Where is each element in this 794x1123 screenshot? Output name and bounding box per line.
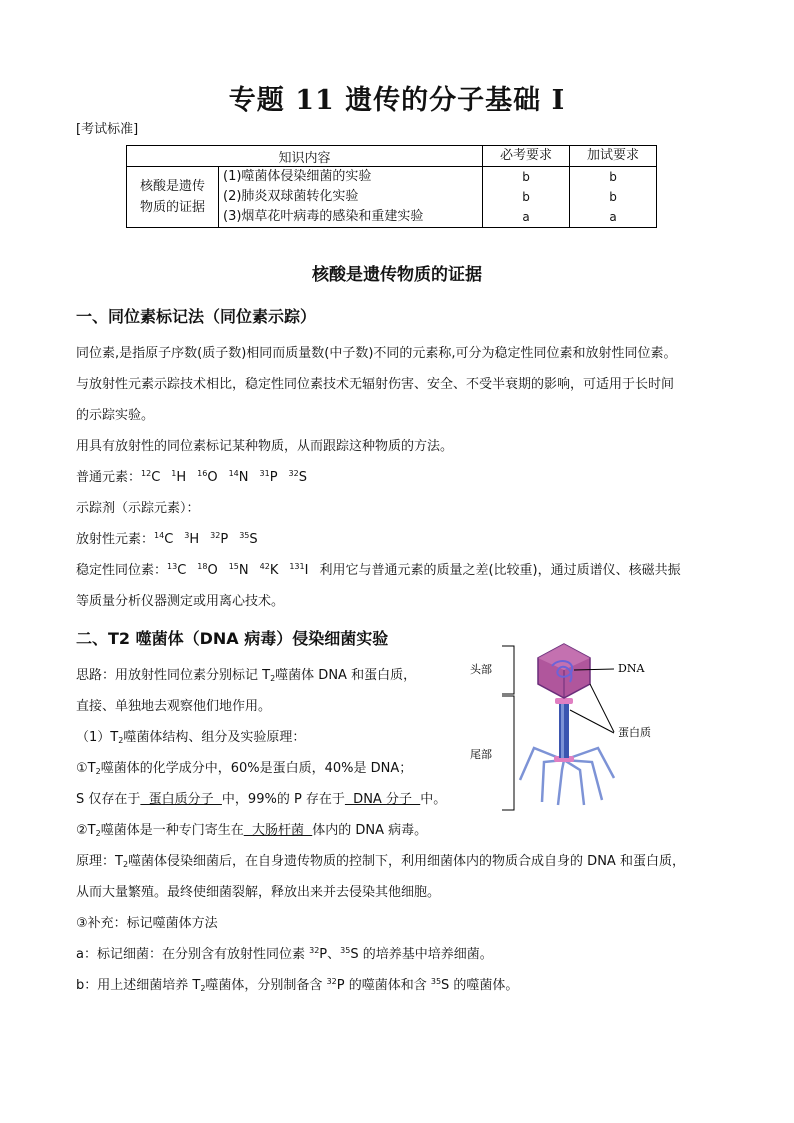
phage-composition	[76, 757, 412, 776]
text-span: a：标记细菌：在分别含有放射性同位素	[76, 947, 310, 962]
heading-isotope: 一、同位素标记法（同位素示踪）	[76, 307, 317, 326]
text-span: b：用上述细菌培养 T	[76, 978, 201, 993]
mass-number: 12	[141, 469, 152, 478]
row3-required: a	[483, 207, 570, 228]
head-bracket	[502, 646, 514, 694]
table-row	[127, 167, 657, 188]
mass-number: 14	[154, 531, 165, 540]
mass-number: 3	[184, 531, 190, 540]
text-span: 噬菌体的化学成分中，60%是蛋白质，40%是 DNA；	[100, 761, 413, 776]
row1-extra: b	[570, 167, 657, 188]
isotope-compare-2: 的示踪实验。	[76, 408, 155, 423]
header-content: 知识内容	[127, 146, 483, 167]
label-bacteria-step	[76, 943, 493, 962]
element-symbol: N	[238, 470, 249, 485]
protein-pointer-head	[590, 684, 614, 732]
mass-number: 1	[171, 469, 177, 478]
topic-line-2: 物质的证据	[139, 200, 205, 215]
row2-content: (2)肺炎双球菌转化实验	[219, 187, 483, 207]
radioactive-element-list	[154, 532, 269, 547]
subscript: 2	[95, 767, 101, 776]
element-symbol: C	[151, 470, 161, 485]
element-symbol: S	[298, 470, 307, 485]
dna-label: DNA	[618, 662, 645, 675]
text-span: 思路：用放射性同位素分别标记 T	[76, 668, 271, 683]
blank-dna: DNA 分子	[344, 792, 421, 807]
phage-item-1	[76, 726, 305, 745]
isotope-symbol	[239, 532, 257, 547]
superscript: 32	[326, 977, 337, 986]
isotope-symbol	[260, 563, 279, 578]
row1-required: b	[483, 167, 570, 188]
subscript: 2	[95, 829, 101, 838]
element-symbol: S	[249, 532, 258, 547]
phage-structure-diagram	[462, 640, 702, 820]
text-span: 中。	[420, 792, 447, 807]
mass-number: 42	[259, 562, 270, 571]
isotope-symbol	[167, 563, 186, 578]
isotope-symbol	[210, 532, 228, 547]
row1-content: (1)噬菌体侵染细菌的实验	[219, 167, 483, 188]
isotope-compare-1: 与放射性元素示踪技术相比，稳定性同位素技术无辐射伤害、安全、不受半衰期的影响，可适用于长时间	[76, 377, 675, 392]
common-element-list	[141, 470, 318, 485]
mass-number: 14	[228, 469, 239, 478]
common-label: 普通元素：	[76, 470, 142, 485]
phage-idea-2: 直接、单独地去观察他们地作用。	[76, 699, 272, 714]
header-required: 必考要求	[483, 146, 570, 167]
mass-number: 32	[210, 531, 221, 540]
stable-text: 利用它与普通元素的质量之差(比较重)，通过质谱仪、核磁共振	[319, 563, 681, 578]
tail-fiber	[520, 748, 564, 780]
subscript: 2	[122, 860, 129, 869]
topic-line-1: 核酸是遗传	[139, 179, 205, 194]
superscript: 35	[430, 977, 442, 986]
text-span: 噬菌体，分别制备含	[205, 978, 327, 993]
text-span: 体内的 DNA 病毒。	[312, 823, 428, 838]
blank-ecoli: 大肠杆菌	[243, 823, 313, 838]
mass-number: 131	[289, 562, 305, 571]
phage-s-p-location	[76, 788, 446, 807]
stable-label: 稳定性同位素：	[76, 563, 168, 578]
mass-number: 32	[288, 469, 299, 478]
text-span: 原理：T	[76, 854, 123, 869]
element-symbol: I	[304, 563, 309, 578]
element-symbol: O	[207, 470, 218, 485]
text-span: 噬菌体侵染细菌后，在自身遗传物质的控制下，利用细菌体内的物质合成自身的 DNA 和蛋白质，	[128, 854, 685, 869]
protein-pointer-tail	[570, 710, 614, 733]
isotope-symbol	[229, 563, 249, 578]
page-title: 专题 11 遗传的分子基础 I	[228, 85, 566, 116]
row2-extra: b	[570, 187, 657, 207]
text-span: 噬菌体 DNA 和蛋白质，	[275, 668, 417, 683]
element-symbol: O	[207, 563, 218, 578]
isotope-symbol	[184, 532, 199, 547]
stable-isotope-list	[167, 563, 319, 578]
blank-protein: 蛋白质分子	[140, 792, 222, 807]
heading-phage: 二、T2 噬菌体（DNA 病毒）侵染细菌实验	[76, 629, 389, 648]
mass-number: 18	[197, 562, 208, 571]
header-extra: 加试要求	[570, 146, 657, 167]
element-symbol: P	[220, 532, 229, 547]
collar	[555, 698, 573, 704]
label-phage-step	[76, 974, 518, 993]
exam-standard-label: [考试标准]	[76, 122, 139, 137]
text-span: 噬菌体是一种专门寄生在	[100, 823, 244, 838]
mass-number: 16	[197, 469, 208, 478]
text-span: P 的噬菌体和含	[336, 978, 431, 993]
isotope-symbol	[229, 470, 249, 485]
phage-host	[76, 819, 427, 838]
isotope-definition: 同位素,是指原子序数(质子数)相同而质量数(中子数)不同的元素称,可分为稳定性同位素和放射性同位素。	[76, 346, 677, 361]
mass-number: 13	[167, 562, 178, 571]
radioactive-elements	[76, 528, 269, 547]
isotope-symbol	[260, 470, 278, 485]
tracer-label: 示踪剂（示踪元素）：	[76, 501, 200, 516]
tail-label: 尾部	[470, 748, 492, 761]
row3-content: (3)烟草花叶病毒的感染和重建实验	[219, 207, 483, 228]
mass-number: 31	[259, 469, 270, 478]
text-span: S 仅存在于	[76, 792, 141, 807]
isotope-symbol	[171, 470, 186, 485]
element-symbol: N	[238, 563, 249, 578]
phage-idea-1	[76, 664, 416, 683]
protein-label: 蛋白质	[618, 726, 651, 739]
subscript: 2	[200, 984, 206, 993]
isotope-symbol	[141, 470, 160, 485]
subscript: 2	[118, 736, 124, 745]
radioactive-label: 放射性元素：	[76, 532, 155, 547]
element-symbol: P	[269, 470, 278, 485]
isotope-symbol	[289, 563, 308, 578]
isotope-symbol	[197, 563, 217, 578]
element-symbol: H	[189, 532, 200, 547]
head-label: 头部	[470, 663, 492, 676]
isotope-symbol	[154, 532, 173, 547]
element-symbol: C	[164, 532, 174, 547]
superscript: 32	[309, 946, 320, 955]
superscript: 35	[340, 946, 351, 955]
isotope-symbol	[289, 470, 307, 485]
text-span: P、	[319, 947, 341, 962]
row2-required: b	[483, 187, 570, 207]
mass-number: 15	[228, 562, 239, 571]
text-span: 中，99%的 P 存在于	[221, 792, 345, 807]
text-span: ①T	[76, 761, 96, 776]
tail-fiber	[564, 760, 584, 805]
stable-text-2: 等质量分析仪器测定或用离心技术。	[76, 594, 285, 609]
section-title: 核酸是遗传物质的证据	[312, 265, 482, 285]
mass-number: 35	[239, 531, 250, 540]
tail-fiber	[558, 760, 564, 805]
text-span: （1）T	[76, 730, 119, 745]
requirements-table	[126, 145, 657, 228]
tail-highlight	[561, 702, 564, 758]
text-span: 噬菌体结构、组分及实验原理：	[123, 730, 306, 745]
text-span: S 的噬菌体。	[441, 978, 519, 993]
phage-principle-2: 从而大量繁殖。最终使细菌裂解，释放出来并去侵染其他细胞。	[76, 885, 441, 900]
phage-principle-1	[76, 850, 685, 869]
subscript: 2	[270, 674, 276, 683]
isotope-method: 用具有放射性的同位素标记某种物质，从而跟踪这种物质的方法。	[76, 439, 454, 454]
element-symbol: H	[176, 470, 187, 485]
text-span: ②T	[76, 823, 96, 838]
text-span: S 的培养基中培养细菌。	[350, 947, 493, 962]
stable-isotopes	[76, 559, 681, 578]
element-symbol: K	[269, 563, 279, 578]
phage-supplement: ③补充：标记噬菌体方法	[76, 916, 218, 931]
topic-cell	[127, 167, 219, 228]
row3-extra: a	[570, 207, 657, 228]
tail-bracket	[502, 696, 514, 810]
common-elements	[76, 466, 318, 485]
table-header-row	[127, 146, 657, 167]
isotope-symbol	[197, 470, 217, 485]
element-symbol: C	[177, 563, 187, 578]
